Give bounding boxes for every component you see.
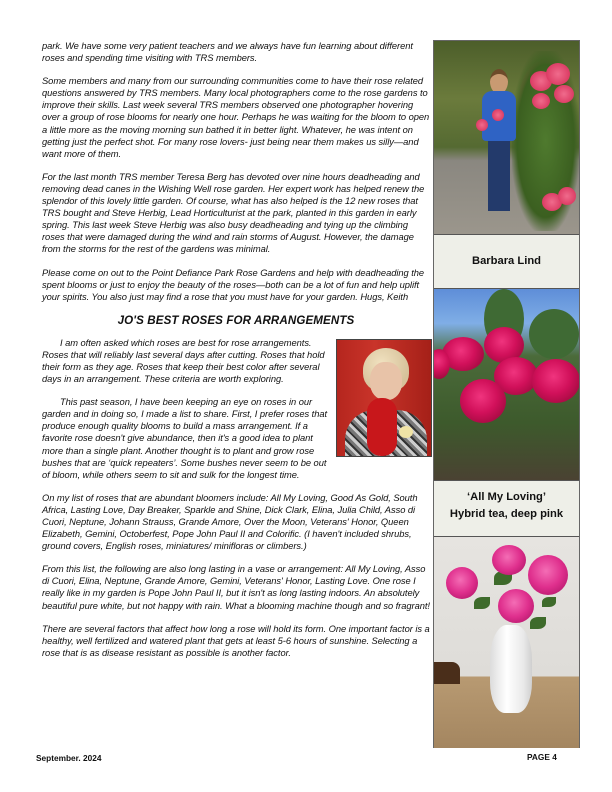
paragraph: There are several factors that affect how long a rose will hold its form. One important factor is a healthy, well fertilized and watered plant that gets at least 5-6 hours of sunshine. Selecting a rose that is as disease resistant as possible is another factor. (42, 623, 430, 658)
footer-date: September. 2024 (36, 753, 102, 763)
rose-bloom (492, 109, 504, 121)
all-my-loving-rose-photo (434, 288, 579, 481)
paragraph: On my list of roses that are abundant bloomers include: All My Loving, Good As Gold, South Africa, Lasting Love, Day Breaker, Sparkle and Shine, Dick Clark, Elina, Julia Child, Asso di Cuori, Neptune, Johann Strauss, Grande Amore, Over the Moon, Veterans' Honor, Queen Elizabeth, Gemini, Octoberfest, Pope John Paul II and Colorific. (I haven't included shrubs, ground covers, English roses, miniatures/ minifloras or climbers.) (42, 492, 418, 552)
paragraph: Please come on out to the Point Defiance Park Rose Gardens and help with deadheading the spent blooms or just to enjoy the beauty of the roses—both can be a lot of fun and help uplift your spirits. You also just may find a rose that you must have for your garden. Hugs, Keith (42, 267, 425, 302)
paragraph: Some members and many from our surrounding communities come to have their rose related questions answered by TRS members. Many local photographers come to the rose gardens to improve their skills. Last week several TRS members observed one photographer hovering over a group of rose blooms for nearly one hour. Perhaps he was waiting for the bloom to open a little more as the moving morning sun bathed it in better light. Whatever, he was intent on getting just the perfect shot. For many rose lovers- just being near them makes us silly—and want more of them. (42, 76, 430, 159)
person-legs (488, 141, 510, 211)
rose-bloom (558, 187, 576, 205)
paragraph: This past season, I have been keeping an eye on roses in our garden and in doing so, I made a list to share. First, I prefer roses that produce enough quality blooms to build a mass arrangement. If a favorite rose doesn't give abundance, then it's a good idea to plant more than a single plant. Another thought is to plant and grow rose bushes that are ‘quick repeaters’. Some bushes never seem to be out of bloom, while others seem to sit and sulk for the longest time. (42, 397, 328, 480)
rose-bloom (476, 119, 488, 131)
article-column (42, 40, 430, 670)
rose-bloom (532, 359, 579, 403)
rose-bloom (528, 555, 568, 595)
paragraph: From this list, the following are also long lasting in a vase or arrangement: All My Loving, Asso di Cuori, Elina, Neptune, Grande Amore, Gemini, Veterans' Honor, Lasting Love. One rose I really like in my garden is Pope John Paul II, but it isn't as long lasting indoors. An absolutely beautiful pure white, but not happy with rain. What a blooming machine though and so fragrant! (42, 564, 430, 611)
tree (529, 309, 579, 359)
rose-bloom (532, 93, 550, 109)
leaf (474, 597, 490, 609)
photo-caption: Barbara Lind (471, 255, 541, 267)
leaf (530, 617, 546, 629)
barbara-lind-photo (434, 41, 579, 235)
portrait-brooch (399, 426, 413, 438)
author-portrait-photo (336, 339, 432, 457)
caption-rose-type: Hybrid tea, deep pink (449, 508, 564, 520)
white-vase (490, 625, 532, 713)
chair (434, 662, 460, 684)
portrait-scarf (367, 398, 397, 456)
caption-rose-name: ‘All My Loving’ (467, 491, 546, 503)
person-figure (482, 69, 516, 219)
paragraph: I am often asked which roses are best for rose arrangements. Roses that will reliably last several days after cutting. Roses that hold their form as they age. Roses that keep their best color after several days in an arrangement. These criteria are worth exploring. (42, 337, 325, 385)
photo-sidebar (433, 40, 580, 748)
portrait-face (370, 362, 402, 400)
roses-in-vase-photo (434, 536, 579, 748)
paragraph: For the last month TRS member Teresa Berg has devoted over nine hours deadheading and removing dead canes in the Wishing Well rose garden. Her expert work has helped renew the splendor of this lovely little garden. Of course, what has also helped is the 12 new roses that TRS bought and Steve Herbig, Lead Horticulturist at the park, planted in this garden in early spring. This last week Steve Herbig was also busy deadheading and tying up the climbing roses that were damaged during the wind and rain storms of August. However, the damage from the storms for the rest of the gardens was minimal. (42, 171, 425, 255)
section-heading: JO'S BEST ROSES FOR ARRANGEMENTS (117, 313, 355, 327)
paragraph: park. We have some very patient teachers and we always have fun learning about different roses and spending time visiting with TRS members. (42, 41, 413, 64)
rose-bloom (554, 85, 574, 103)
rose-bloom (492, 545, 526, 575)
rose-bloom (446, 567, 478, 599)
photo-caption (434, 479, 579, 536)
rose-bloom (546, 63, 570, 85)
rose-bloom (498, 589, 534, 623)
leaf (542, 597, 556, 607)
page-number: PAGE 4 (527, 752, 557, 762)
rose-bloom (460, 379, 506, 423)
